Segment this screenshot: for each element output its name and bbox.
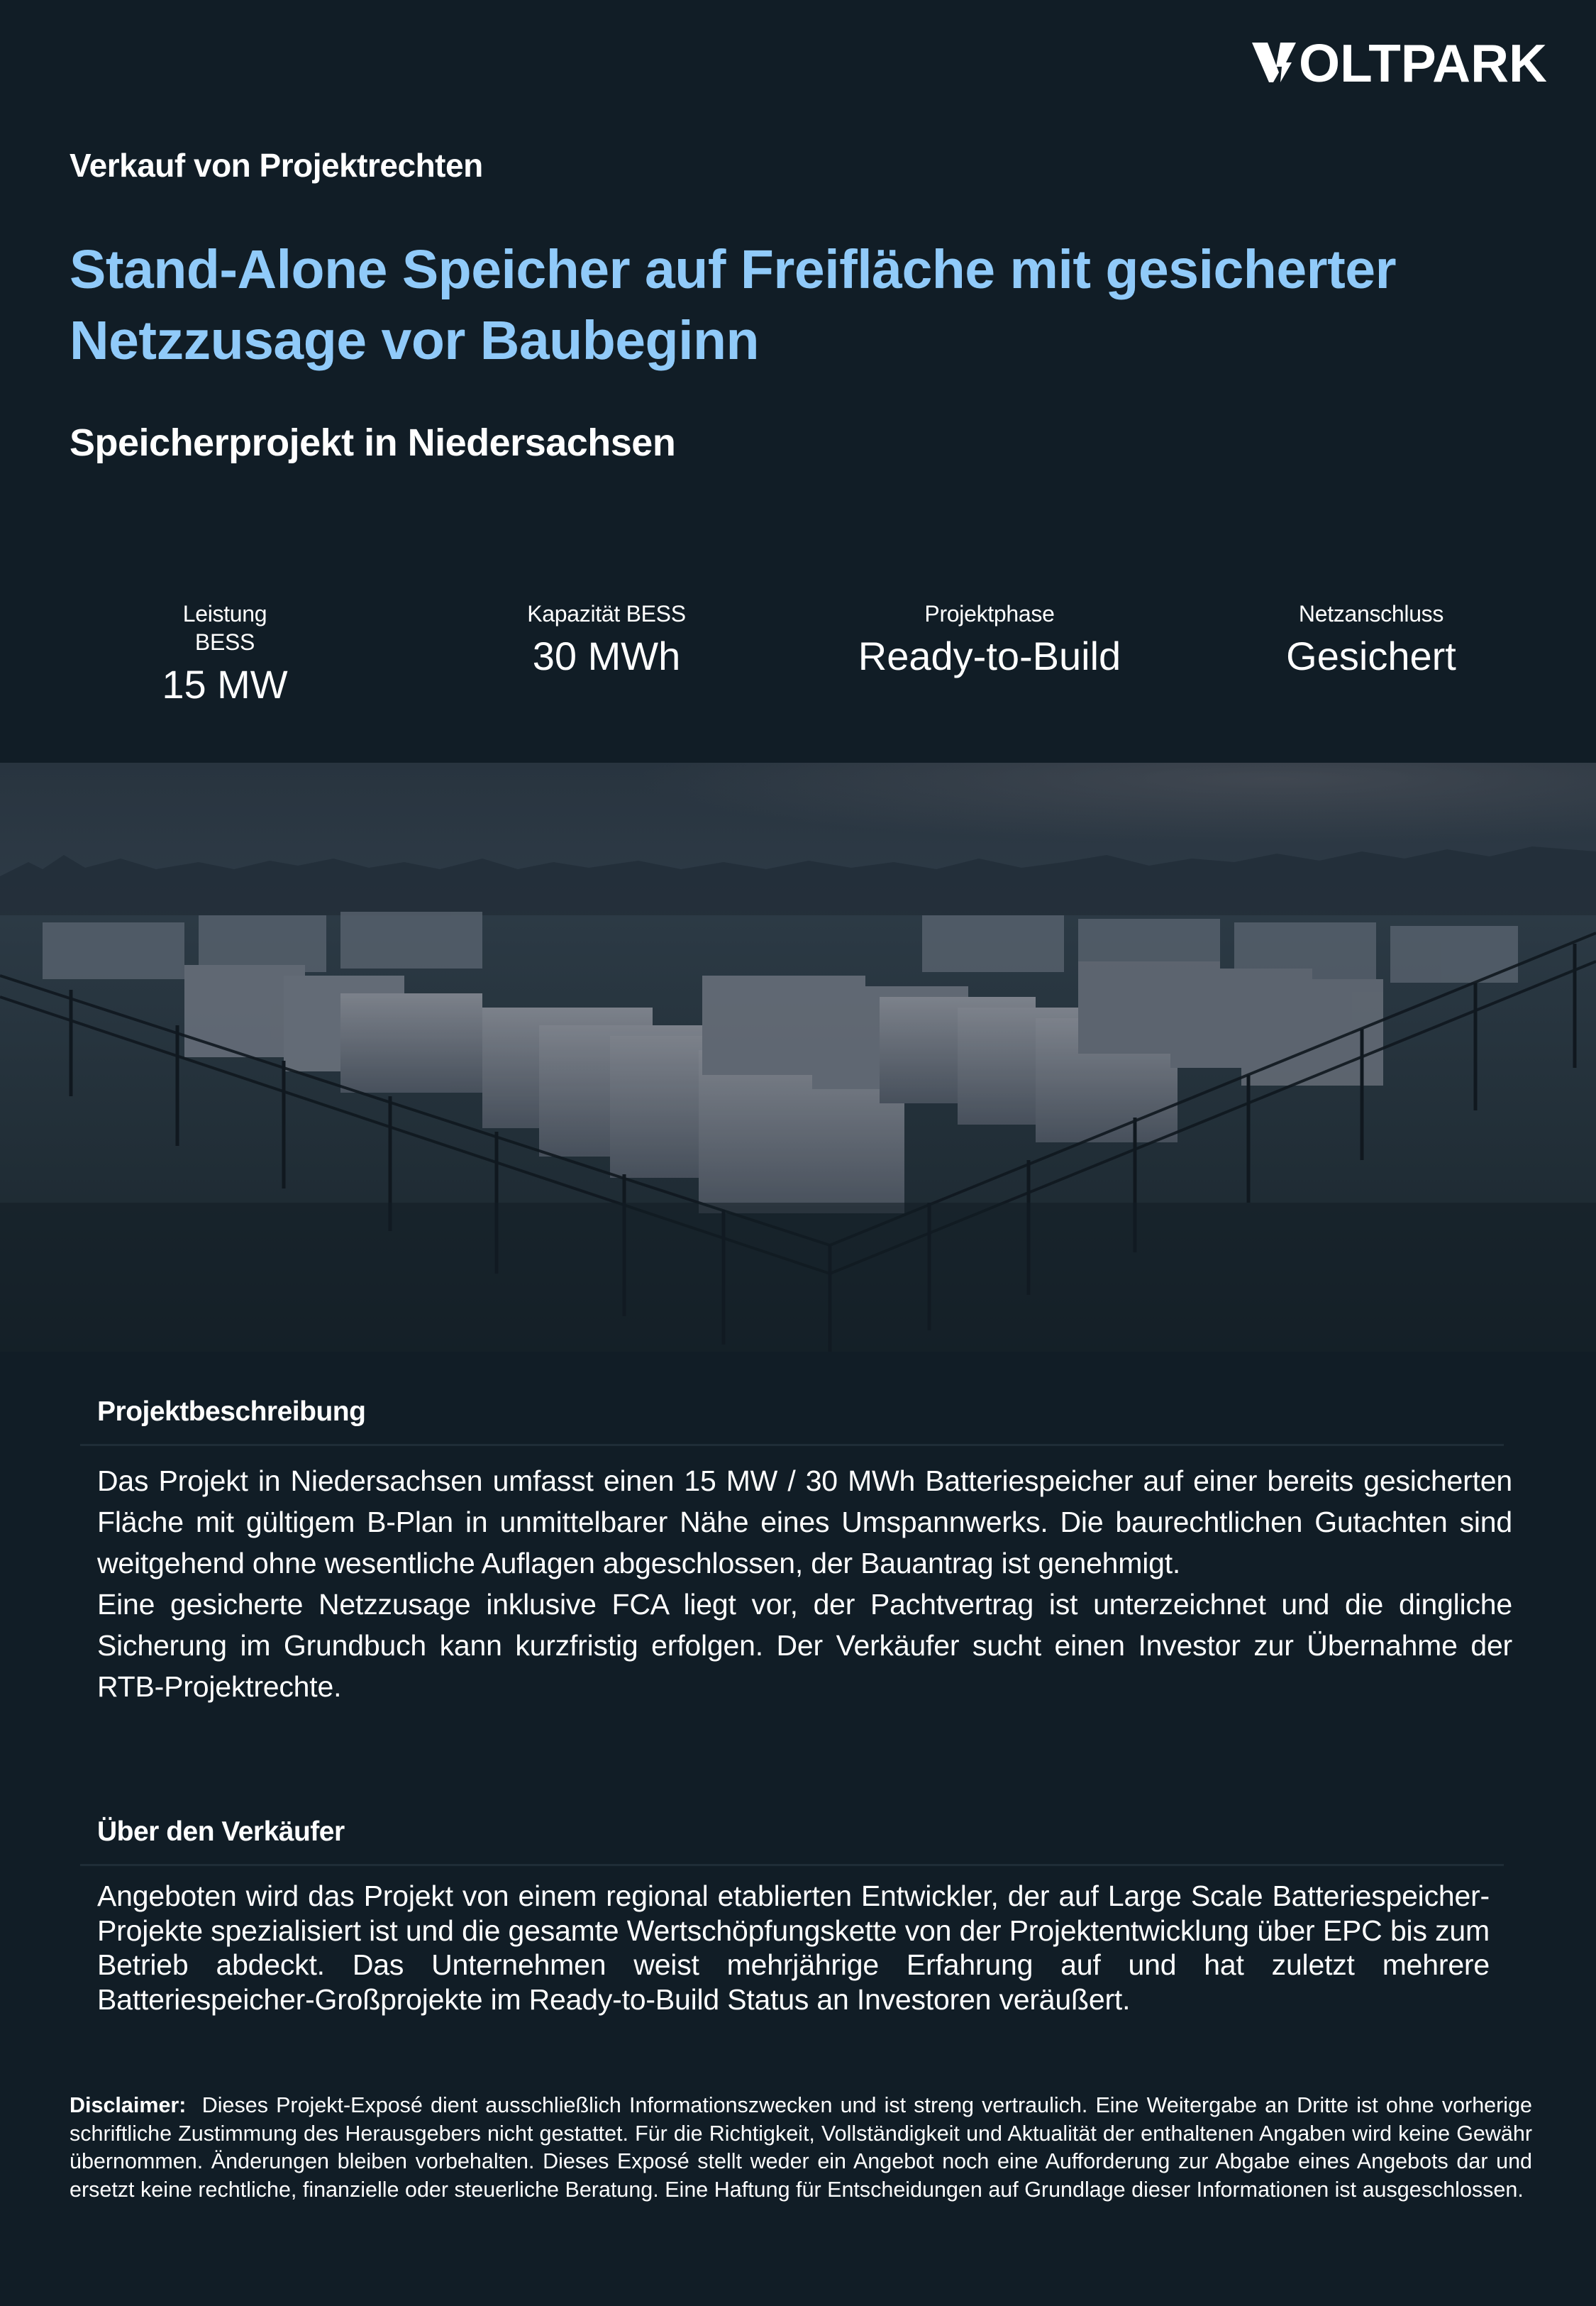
stat-label: Kapazität BESS [527,601,686,627]
hero-image-battery-storage [0,763,1596,1352]
stat-label: Netzanschluss [1298,601,1444,627]
section-heading-description: Projektbeschreibung [97,1396,366,1427]
stat-kapazitaet [518,600,695,682]
divider [80,1864,1504,1866]
stat-projektphase [830,600,1149,682]
voltpark-logo [1252,41,1550,84]
svg-text:OLTPARK: OLTPARK [1299,41,1547,84]
stat-value: Gesichert [1286,634,1456,678]
disclaimer-text: Dieses Projekt-Exposé dient ausschließlich Informationszwecken und ist streng vertraulich. Eine Weitergabe an Dritte ist ohne vorherige schriftliche Zustimmung des Herausgebers nicht gestattet. Für die Richtigkeit, Vollständigkeit und Aktualität der enthaltenen Angaben wird keine Gewähr übernommen. Änderungen bleiben vorbehalten. Dieses Exposé stellt weder ein Angebot noch eine Aufforderung zur Abgabe eines Angebots dar und ersetzt keine rechtliche, finanzielle oder steuerliche Beratung. Eine Haftung für Entscheidungen auf Grundlage dieser Informationen ist ausgeschlossen. [70,2093,1532,2202]
stat-value: Ready-to-Build [858,634,1121,678]
stat-netzanschluss [1229,600,1513,682]
stat-label: Leistung BESS [182,601,267,655]
kicker-heading: Verkauf von Projektrechten [70,147,483,184]
stat-value: 30 MWh [532,634,681,678]
disclaimer-label: Disclaimer: [70,2093,187,2117]
section-heading-seller: Über den Verkäufer [97,1816,345,1847]
stat-value: 15 MW [162,662,288,707]
divider [80,1444,1504,1446]
battery-storage-photo [0,763,1596,1352]
stat-leistung [154,600,296,710]
description-paragraph: Das Projekt in Niedersachsen umfasst einen 15 MW / 30 MWh Batteriespeicher auf einer bereits gesicherten Fläche mit gültigem B-Plan in unmittelbarer Nähe eines Umspannwerks. Die baurechtlichen Gutachten sind weitgehend ohne wesentliche Auflagen abgeschlossen, der Bauantrag ist genehmigt. [97,1464,1512,1579]
stat-label: Projektphase [924,601,1055,627]
description-paragraph: Eine gesicherte Netzzusage inklusive FCA liegt vor, der Pachtvertrag ist unterzeichnet und die dingliche Sicherung im Grundbuch kann kurzfristig erfolgen. Der Verkäufer sucht einen Investor zur Übernahme der RTB-Projektrechte. [97,1588,1512,1703]
disclaimer [70,2092,1532,2204]
seller-text: Angeboten wird das Projekt von einem regional etablierten Entwickler, der auf Large Scale Batteriespeicher-Projekte spezialisiert ist und die gesamte Wertschöpfungskette von der Projektentwicklung über EPC bis zum Betrieb abdeckt. Das Unternehmen weist mehrjährige Erfahrung auf und hat zuletzt mehrere Batteriespeicher-Großprojekte im Ready-to-Build Status an Investoren veräußert. [97,1880,1490,2016]
page-subtitle: Speicherprojekt in Niedersachsen [70,421,676,464]
description-text [97,1460,1512,1707]
lightning-v-logo-icon [1252,41,1550,84]
page-title: Stand-Alone Speicher auf Freifläche mit gesicherter Netzzusage vor Baubeginn [70,239,1397,371]
